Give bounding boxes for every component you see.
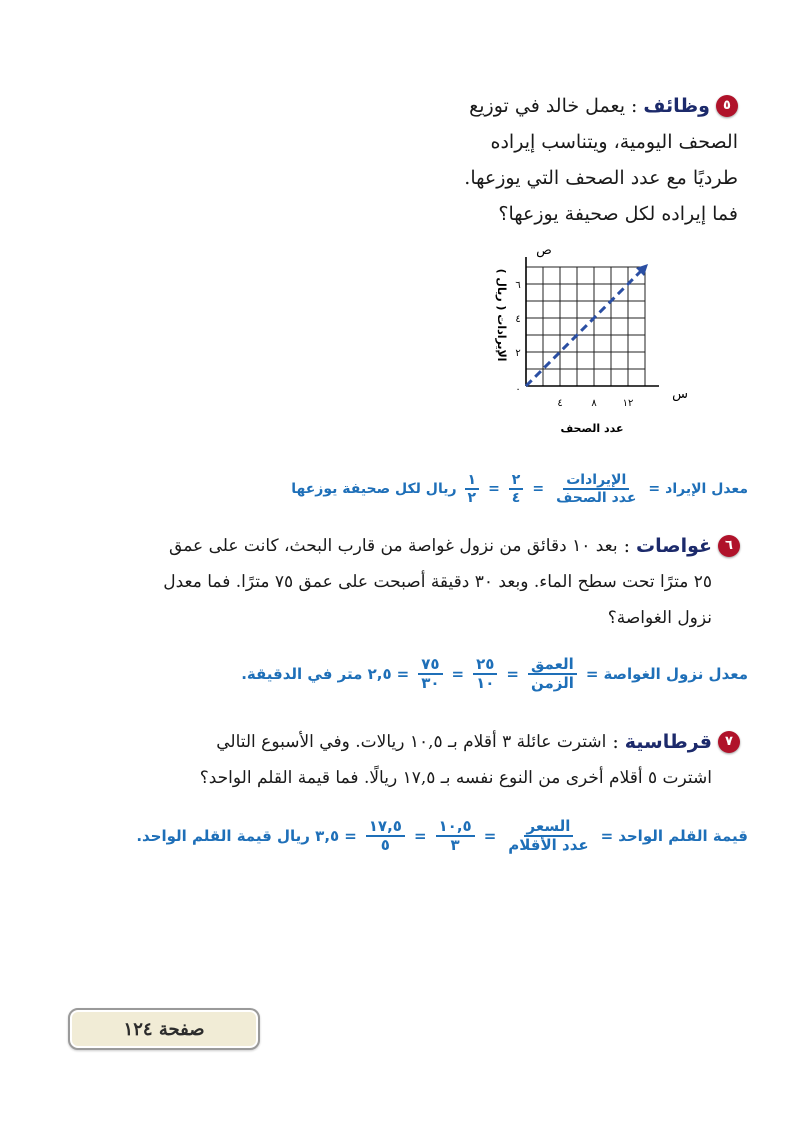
revenue-graph <box>480 240 690 440</box>
q5-text-1: يعمل خالد في توزيع <box>469 95 625 117</box>
q7-block <box>50 724 740 796</box>
q5-text-2: الصحف اليومية، ويتناسب إيراده <box>490 131 738 153</box>
answer-7 <box>136 818 748 855</box>
origin-label: ٠ <box>515 384 521 395</box>
q6-number-badge: ٦ <box>718 535 740 557</box>
y-tick-label: ٢ <box>515 348 521 359</box>
q5-line-1 <box>378 88 738 124</box>
a7-eq-4: = <box>344 827 357 846</box>
a6-eq-2: = <box>506 665 519 684</box>
a5-fraction-3: $\frac{١}{٢}$ <box>465 472 480 506</box>
a5-left: معدل الإيراد <box>665 481 748 498</box>
page-number-label: صفحة ١٢٤ <box>123 1018 205 1040</box>
a6-fraction-words: $\frac{\text{العمق}}{\text{الزمن}}$ <box>528 656 577 693</box>
x-axis-symbol: س <box>672 387 688 402</box>
x-tick-label: ٨ <box>591 398 597 409</box>
a6-eq-4: = <box>396 665 410 684</box>
a6-eq-1: = <box>585 665 599 684</box>
a7-eq-1: = <box>600 827 614 846</box>
y-axis-symbol: ص <box>536 243 552 258</box>
a7-fraction-2: $\frac{١٠,٥}{٣}$ <box>436 818 475 855</box>
a6-fraction-2: $\frac{٢٥}{١٠}$ <box>473 656 497 693</box>
q6-colon: : <box>623 535 630 557</box>
x-axis-label: عدد الصحف <box>560 422 624 435</box>
q6-block <box>50 528 740 636</box>
q7-line-1 <box>50 724 740 760</box>
q7-colon: : <box>612 731 619 753</box>
q7-text-1: اشترت عائلة ٣ أقلام بـ ١٠,٥ ريالات. وفي الأسبوع التالي <box>216 732 607 752</box>
a5-eq-1: = <box>648 481 661 498</box>
q5-number-badge: ٥ <box>716 95 738 117</box>
q5-text-3: طرديًا مع عدد الصحف التي يوزعها. <box>464 167 738 189</box>
page-number-box <box>68 1008 260 1050</box>
y-tick-label: ٤ <box>515 314 521 325</box>
a6-eq-3: = <box>451 665 465 684</box>
x-tick-labels <box>557 398 633 409</box>
a7-tail: ٣,٥ ريال قيمة القلم الواحد. <box>136 827 340 846</box>
a5-eq-2: = <box>532 481 545 498</box>
q5-text-4: فما إيراده لكل صحيفة يوزعها؟ <box>498 203 738 225</box>
q6-line-1 <box>50 528 740 564</box>
y-tick-labels <box>515 280 520 359</box>
q5-block <box>378 88 738 232</box>
x-tick-label: ٤ <box>557 398 563 409</box>
q5-keyword: وظائف <box>643 95 710 117</box>
a7-fraction-words: $\frac{\text{السعر}}{\text{عدد الأقلام}}$ <box>508 817 589 855</box>
q7-text-2: اشترت ٥ أقلام أخرى من النوع نفسه بـ ١٧,٥ ريالًا. فما قيمة القلم الواحد؟ <box>199 768 712 788</box>
q6-keyword: غواصات <box>636 535 712 557</box>
a7-fraction-3: $\frac{١٧,٥}{٥}$ <box>366 818 405 855</box>
q5-colon: : <box>630 95 638 117</box>
a5-fraction-2: $\frac{٢}{٤}$ <box>509 472 524 506</box>
a6-left: معدل نزول الغواصة <box>603 665 748 684</box>
a7-eq-2: = <box>483 827 497 846</box>
a7-left: قيمة القلم الواحد <box>618 827 748 846</box>
q7-keyword: قرطاسية <box>624 731 712 753</box>
answer-5 <box>291 472 748 506</box>
a6-tail: ٢,٥ متر في الدقيقة. <box>241 665 392 684</box>
x-tick-label: ١٢ <box>622 398 634 409</box>
a6-fraction-3: $\frac{٧٥}{٣٠}$ <box>418 656 442 693</box>
a5-fraction-words: $\frac{\text{الإيرادات}}{\text{عدد الصحف}}$ <box>556 472 637 507</box>
a5-eq-3: = <box>488 481 500 498</box>
a5-tail: ريال لكل صحيفة يوزعها <box>291 481 457 498</box>
a7-eq-3: = <box>413 827 427 846</box>
q6-text-1: بعد ١٠ دقائق من نزول غواصة من قارب البحث، كانت على عمق <box>169 536 618 556</box>
y-tick-label: ٦ <box>515 280 521 291</box>
q6-text-2: ٢٥ مترًا تحت سطح الماء. وبعد ٣٠ دقيقة أصبحت على عمق ٧٥ مترًا. فما معدل <box>163 572 712 592</box>
answer-6 <box>241 656 748 693</box>
q6-text-3: نزول الغواصة؟ <box>607 608 712 628</box>
y-axis-label: الإيرادات ( ريال ) <box>495 268 508 362</box>
q7-number-badge: ٧ <box>718 731 740 753</box>
